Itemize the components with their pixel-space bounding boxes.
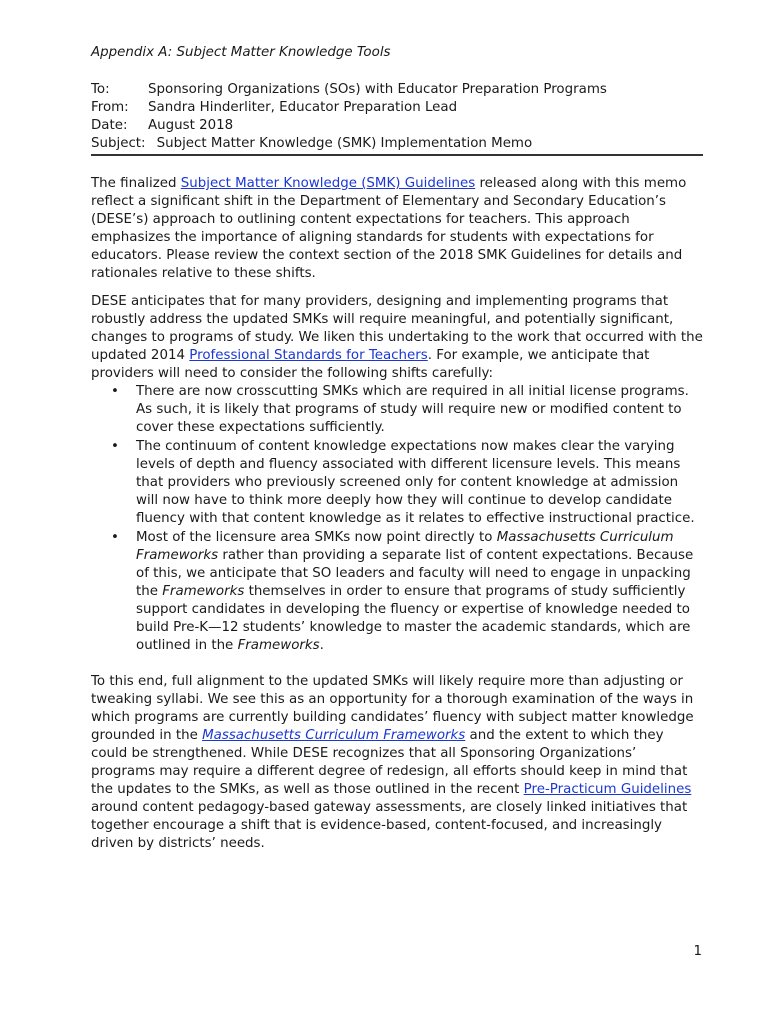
list-item-text: themselves in order to ensure that programs of study sufficiently support candidates in developing the fluency or expertise of knowledge needed to build Pre-K—12 students’ knowledge to master the academic standards, which are outlined in the bbox=[136, 584, 691, 653]
memo-date-row bbox=[91, 117, 703, 135]
list-item-emphasis: Massachusetts Curriculum Frameworks bbox=[136, 530, 674, 563]
memo-subject-value: Subject Matter Knowledge (SMK) Implementation Memo bbox=[156, 136, 533, 151]
memo-to-label: To: bbox=[91, 82, 110, 97]
paragraph-anticipation-text-start: DESE anticipates that for many providers, designing and implementing programs that robustly address the updated SMKs will require meaningful, and potentially significant, changes to programs of study. We liken this undertaking to the work that occurred with the updated 2014 bbox=[91, 294, 703, 363]
header-divider bbox=[91, 154, 703, 156]
list-item-continuum bbox=[91, 438, 703, 528]
memo-page bbox=[91, 44, 703, 863]
list-item-crosscutting bbox=[91, 383, 703, 437]
paragraph-intro-text-start: The finalized bbox=[91, 176, 181, 191]
paragraph-intro-text-end: released along with this memo reflect a significant shift in the Department of Elementary and Secondary Education’s (DESE’s) approach to outlining content expectations for teachers. This approach emphasizes the importance of aligning standards for students with expectations for educators. Please review the context section of the 2018 SMK Guidelines for details and rationales relative to these shifts. bbox=[91, 176, 687, 281]
memo-from-label: From: bbox=[91, 100, 129, 115]
bullet-icon: • bbox=[111, 439, 119, 454]
paragraph-conclusion-text: around content pedagogy-based gateway assessments, are closely linked initiatives that together encourage a shift that is evidence-based, content-focused, and increasingly driven by districts’ needs. bbox=[91, 800, 688, 851]
paragraph-intro bbox=[91, 175, 703, 283]
memo-subject-row bbox=[91, 135, 703, 153]
paragraph-anticipation-text-end: . For example, we anticipate that providers will need to consider the following shifts carefully: bbox=[91, 348, 650, 381]
paragraph-conclusion-text: and the extent to which they could be strengthened. While DESE recognizes that all Sponsoring Organizations’ programs may require a different degree of redesign, all efforts should keep in mind that the updates to the SMKs, as well as those outlined in the recent bbox=[91, 728, 688, 797]
professional-standards-link[interactable]: Professional Standards for Teachers bbox=[189, 348, 428, 363]
list-item-text: The continuum of content knowledge expectations now makes clear the varying levels of depth and fluency associated with different licensure levels. This means that providers who previously screened only for content knowledge at admission will now have to think more deeply how they will continue to develop candidate fluency with that content knowledge as it relates to effective instructional practice. bbox=[136, 439, 695, 526]
memo-subject-label: Subject: bbox=[91, 136, 146, 151]
list-item-text: There are now crosscutting SMKs which are required in all initial license programs. As such, it is likely that programs of study will require new or modified content to cover these expectations sufficiently. bbox=[136, 384, 689, 435]
curriculum-frameworks-link[interactable]: Massachusetts Curriculum Frameworks bbox=[202, 728, 466, 743]
list-item-text: rather than providing a separate list of content expectations. Because of this, we anticipate that SO leaders and faculty will need to engage in unpacking the bbox=[136, 548, 694, 599]
memo-to-value: Sponsoring Organizations (SOs) with Educator Preparation Programs bbox=[148, 82, 607, 97]
list-item-text: . bbox=[319, 638, 324, 653]
memo-from-value: Sandra Hinderliter, Educator Preparation Lead bbox=[148, 100, 458, 115]
list-item-frameworks bbox=[91, 529, 703, 655]
list-item-emphasis: Frameworks bbox=[237, 638, 320, 653]
memo-to-row bbox=[91, 81, 703, 99]
memo-date-label: Date: bbox=[91, 118, 128, 133]
memo-date-value: August 2018 bbox=[148, 118, 234, 133]
memo-from-row bbox=[91, 99, 703, 117]
pre-practicum-guidelines-link[interactable]: Pre-Practicum Guidelines bbox=[523, 782, 692, 797]
paragraph-anticipation bbox=[91, 293, 703, 383]
shifts-list bbox=[91, 383, 703, 655]
list-item-text: Most of the licensure area SMKs now point directly to bbox=[136, 530, 497, 545]
list-item-emphasis: Frameworks bbox=[162, 584, 245, 599]
bullet-icon: • bbox=[111, 384, 119, 399]
smk-guidelines-link[interactable]: Subject Matter Knowledge (SMK) Guidelines bbox=[180, 176, 476, 191]
paragraph-conclusion bbox=[91, 673, 703, 853]
page-header: Appendix A: Subject Matter Knowledge Tools bbox=[91, 45, 391, 60]
page-number: 1 bbox=[693, 944, 702, 959]
paragraph-conclusion-text: To this end, full alignment to the updated SMKs will likely require more than adjusting or tweaking syllabi. We see this as an opportunity for a thorough examination of the ways in which programs are currently building candidates’ fluency with subject matter knowledge grounded in the bbox=[91, 674, 694, 743]
bullet-icon: • bbox=[111, 530, 119, 545]
paragraph-spacer bbox=[91, 665, 703, 673]
